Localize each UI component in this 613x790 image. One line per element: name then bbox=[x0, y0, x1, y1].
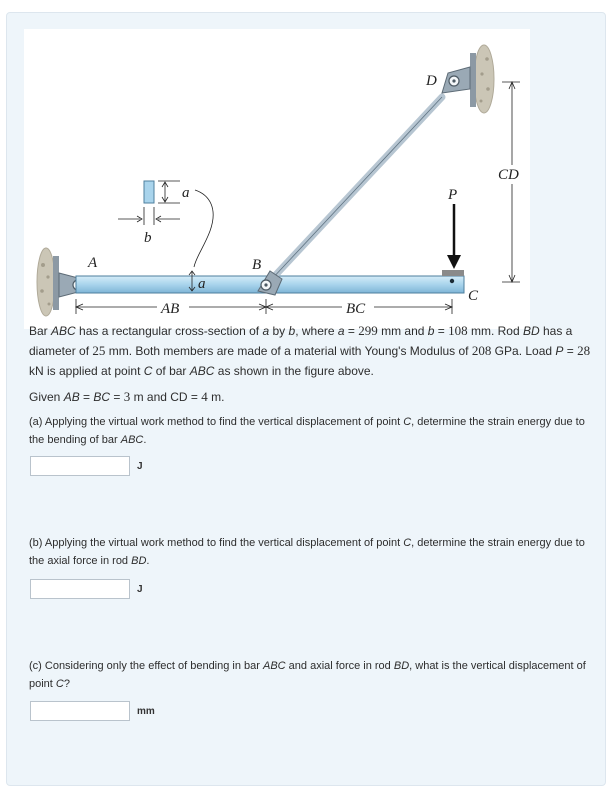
label-cd-dimension: CD bbox=[498, 167, 519, 183]
modulus-value: 208 bbox=[471, 343, 492, 358]
label-a-point: A bbox=[88, 255, 98, 271]
a-value: 299 bbox=[358, 323, 378, 338]
label-p-load: P bbox=[448, 187, 458, 203]
b-value: 108 bbox=[448, 323, 468, 338]
question-b-unit: J bbox=[137, 584, 143, 595]
load-arrow-p bbox=[447, 204, 461, 269]
label-bc-dimension: BC bbox=[346, 301, 366, 317]
label-d-point: D bbox=[426, 73, 437, 89]
problem-line-2: diameter of 25 mm. Both members are made of a material with Young's Modulus of 208 GPa. Load P = 28 bbox=[29, 343, 591, 358]
left-wall-support bbox=[37, 248, 59, 316]
question-a-unit: J bbox=[137, 461, 143, 472]
label-ab-dimension: AB bbox=[161, 301, 180, 317]
label-b-point: B bbox=[252, 257, 262, 273]
label-c-point: C bbox=[468, 288, 479, 304]
pin-d bbox=[442, 67, 470, 93]
problem-line-1: Bar ABC has a rectangular cross-section of a by b, where a = 299 mm and b = 108 mm. Rod BD has a bbox=[29, 323, 573, 338]
problem-statement bbox=[29, 321, 604, 407]
load-plate-c bbox=[442, 270, 464, 276]
structure-diagram bbox=[24, 29, 530, 329]
question-b-text: (b) Applying the virtual work method to find the vertical displacement of point C, determine the strain energy due to the axial force in rod BD. bbox=[29, 537, 585, 567]
label-b-section: b bbox=[144, 230, 152, 246]
question-panel bbox=[6, 12, 606, 786]
question-c-text: (c) Considering only the effect of bending in bar ABC and axial force in rod BD, what is the vertical displacement of point C? bbox=[29, 660, 586, 690]
question-a-answer-input[interactable] bbox=[30, 456, 130, 476]
problem-figure bbox=[24, 29, 530, 329]
given-line: Given AB = BC = 3 m and CD = 4 m. bbox=[29, 389, 225, 404]
ab-bc-value: 3 bbox=[123, 389, 131, 404]
right-wall-support bbox=[470, 45, 494, 113]
question-b-answer-input[interactable] bbox=[30, 579, 130, 599]
point-c-dot bbox=[450, 279, 454, 283]
problem-line-3: kN is applied at point C of bar ABC as shown in the figure above. bbox=[29, 364, 374, 378]
label-a-section: a bbox=[182, 185, 190, 201]
load-value: 28 bbox=[577, 343, 591, 358]
question-c-answer-input[interactable] bbox=[30, 701, 130, 721]
cd-value: 4 bbox=[201, 389, 208, 404]
cross-section-detail bbox=[118, 181, 213, 291]
dimension-ab-bc bbox=[76, 299, 452, 314]
question-c-unit: mm bbox=[137, 706, 155, 717]
question-a-text: (a) Applying the virtual work method to find the vertical displacement of point C, determine the strain energy due to the bending of bar ABC. bbox=[29, 416, 585, 446]
diameter-value: 25 bbox=[92, 343, 106, 358]
label-a-bar: a bbox=[198, 276, 206, 292]
